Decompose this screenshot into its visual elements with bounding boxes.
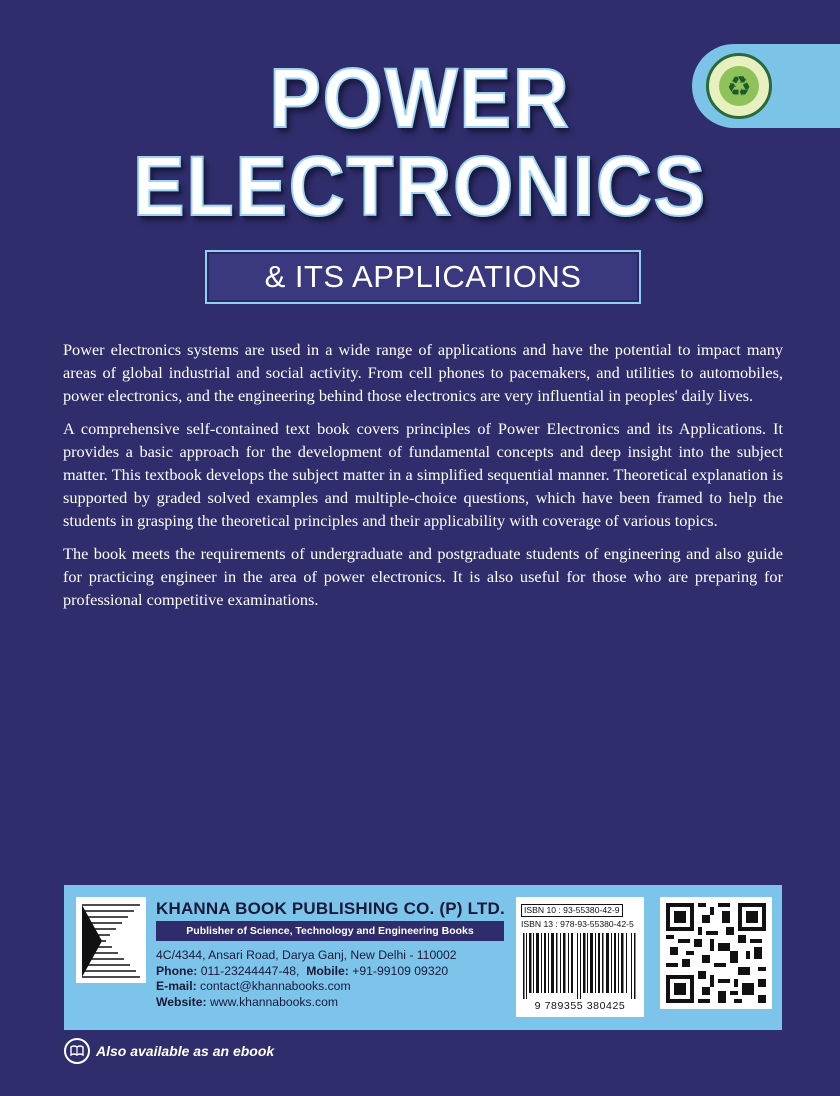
mobile-label: Mobile: [306,963,349,978]
website-label: Website: [156,994,207,1009]
subtitle-text: & ITS APPLICATIONS [264,259,582,294]
publisher-address: 4C/4344, Ansari Road, Darya Ganj, New Delhi - 110002 [156,948,457,962]
mobile-number: +91-99109 09320 [352,963,449,978]
isbn-barcode [516,897,644,1017]
qr-code [660,897,772,1009]
phone-line [156,964,457,980]
barcode-bars [521,933,639,999]
book-blurb [63,339,783,623]
publisher-contact [156,948,457,1010]
email-label: E-mail: [156,979,197,993]
email-address: contact@khannabooks.com [200,979,351,993]
ebook-text: Also available as an ebook [96,1043,275,1059]
publisher-name: KHANNA BOOK PUBLISHING CO. (P) LTD. [156,899,505,918]
publisher-tagline: Publisher of Science, Technology and Engineering Books [156,921,504,941]
phone-label: Phone: [156,963,198,978]
blurb-paragraph: Power electronics systems are used in a wide range of applications and have the potential to impact many areas of global industrial and social activity. From cell phones to pacemakers, and utilities to automobiles, power electronics, and the engineering behind those electronics are very influential in peoples' daily lives. [63,340,783,405]
isbn-13: ISBN 13 : 978-93-55380-42-5 [521,919,634,929]
book-title-line-1: POWER [269,51,571,145]
book-subtitle [205,250,641,304]
blurb-paragraph: The book meets the requirements of undergraduate and postgraduate students of engineering and also guide for practicing engineer in the area of power electronics. It is also useful for those who are preparing for professional competitive examinations. [63,544,783,609]
ebook-notice [64,1038,274,1064]
isbn-10: ISBN 10 : 93-55380-42-9 [521,904,623,917]
blurb-paragraph: A comprehensive self-contained text book covers principles of Power Electronics and its Applications. It provides a basic approach for the development of fundamental concepts and deep insight into the subject matter. This textbook develops the subject matter in a simplified sequential manner. Theoretical explanation is supported by graded solved examples and multiple-choice questions, which have been framed to help the students in grasping the theoretical principles and their applicability with coverage of various topics. [63,419,783,530]
email-line [156,979,457,995]
recycle-icon: ♻ [719,66,759,106]
barcode-digits: 9 789355 380425 [534,1000,626,1012]
publisher-panel [64,885,782,1030]
phone-number: 011-23244447-48, [200,963,300,978]
website-line [156,995,457,1011]
book-title-line-2: ELECTRONICS [132,139,708,233]
khanna-logo-icon [76,897,146,983]
website-url: www.khannabooks.com [209,994,339,1009]
ebook-icon [64,1038,90,1064]
